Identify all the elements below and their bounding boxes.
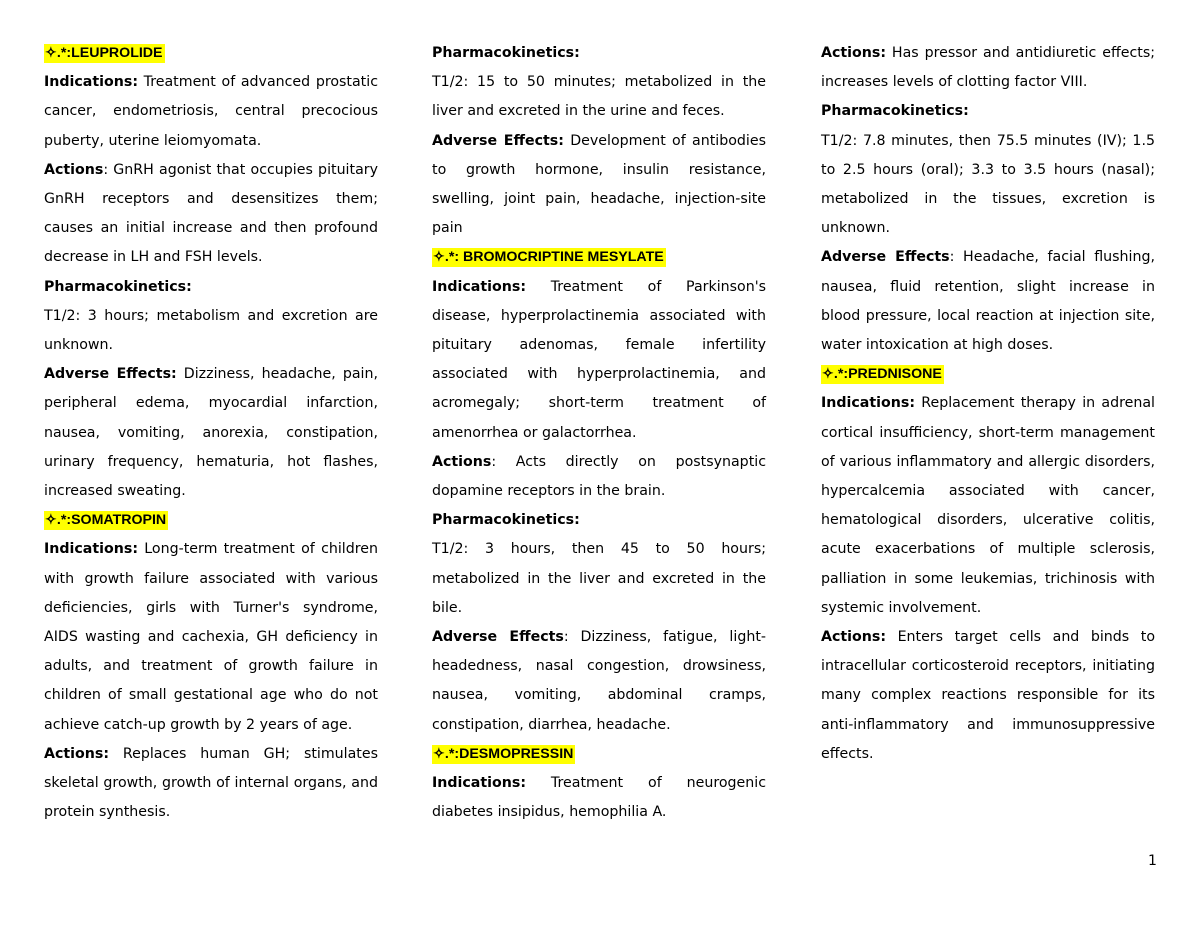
leuprolide-indications — [44, 68, 378, 156]
actions-text: Has pressor and antidiuretic effects; increases levels of clotting factor VIII. — [821, 45, 1155, 91]
indications-text: Long-term treatment of children with growth failure associated with various deficiencies, girls with Turner's syndrome, AIDS wasting and cachexia, GH deficiency in adults, and treatment of growth failure in children of small gestational age who do not achieve catch-up growth by 2 years of age. — [44, 541, 378, 733]
adverse-effects-text: Development of antibodies to growth hormone, insulin resistance, swelling, joint pain, headache, injection-site pain — [432, 132, 766, 237]
pharmacokinetics-label: Pharmacokinetics: — [44, 278, 192, 295]
indications-label: Indications: — [821, 395, 915, 412]
somatropin-adverse-effects — [432, 127, 766, 244]
indications-label: Indications: — [44, 541, 138, 558]
actions-text: Replaces human GH; stimulates skeletal growth, growth of internal organs, and protein synthesis. — [44, 745, 378, 821]
actions-label: Actions: — [821, 629, 887, 646]
somatropin-indications — [44, 535, 378, 739]
somatropin-pharmacokinetics-label — [432, 39, 766, 68]
leuprolide-actions — [44, 156, 378, 273]
indications-text: Treatment of advanced prostatic cancer, endometriosis, central precocious puberty, uterine leiomyomata. — [44, 74, 378, 149]
leuprolide-pharmacokinetics: T1/2: 3 hours; metabolism and excretion are unknown. — [44, 307, 378, 354]
bromocriptine-adverse-effects — [432, 623, 766, 740]
adverse-effects-text: Dizziness, headache, pain, peripheral edema, myocardial infarction, nausea, vomiting, anorexia, constipation, urinary frequency, hematuria, hot flashes, increased sweating. — [44, 366, 378, 500]
indications-label: Indications: — [432, 775, 526, 792]
indications-label: Indications: — [44, 74, 138, 91]
somatropin-actions — [44, 740, 378, 828]
column-1 — [44, 39, 378, 827]
desmopressin-actions — [821, 39, 1155, 97]
bromocriptine-pharmacokinetics: T1/2: 3 hours, then 45 to 50 hours; metabolized in the liver and excreted in the bile. — [432, 541, 766, 616]
leuprolide-adverse-effects — [44, 360, 378, 506]
pharmacokinetics-label: Pharmacokinetics: — [821, 103, 969, 120]
drug-heading-somatropin: ✧.*:SOMATROPIN — [45, 512, 167, 529]
drug-heading-leuprolide: ✧.*:LEUPROLIDE — [45, 45, 163, 61]
adverse-effects-label: Adverse Effects — [821, 249, 950, 266]
actions-label: Actions: — [821, 45, 887, 61]
pharmacokinetics-label: Pharmacokinetics: — [432, 45, 580, 61]
indications-text: Treatment of neurogenic diabetes insipidus, hemophilia A. — [432, 775, 766, 821]
actions-label: Actions — [432, 453, 492, 470]
adverse-effects-text: : Dizziness, fatigue, light-headedness, nasal congestion, drowsiness, nausea, vomiting, abdominal cramps, constipation, diarrhea, headache. — [432, 629, 766, 733]
adverse-effects-label: Adverse Effects — [432, 629, 564, 646]
desmopressin-indications — [432, 769, 766, 827]
prednisone-indications — [821, 389, 1155, 623]
drug-heading-prednisone: ✧.*:PREDNISONE — [822, 366, 942, 383]
bromocriptine-actions — [432, 448, 766, 506]
actions-label: Actions: — [44, 745, 110, 762]
leuprolide-pharmacokinetics-label — [44, 273, 378, 302]
indications-text: Treatment of Parkinson's disease, hyperprolactinemia associated with pituitary adenomas, female infertility associated with hyperprolactinemia, and acromegaly; short-term treatment of amenorrhea or galactorrhea. — [432, 278, 766, 441]
adverse-effects-label: Adverse Effects: — [44, 366, 177, 383]
desmopressin-adverse-effects — [821, 243, 1155, 360]
drug-heading-desmopressin: ✧.*:DESMOPRESSIN — [433, 745, 574, 762]
indications-text: Replacement therapy in adrenal cortical insufficiency, short-term management of various inflammatory and allergic disorders, hypercalcemia associated with cancer, hematological disorders, ulcerative colitis, acute exacerbations of multiple sclerosis, palliation in some leukemias, trichinosis with systemic involvement. — [821, 395, 1155, 616]
desmopressin-pharmacokinetics-label — [821, 97, 1155, 126]
prednisone-actions — [821, 623, 1155, 769]
bromocriptine-indications — [432, 273, 766, 448]
desmopressin-pharmacokinetics: T1/2: 7.8 minutes, then 75.5 minutes (IV); 1.5 to 2.5 hours (oral); 3.3 to 3.5 hours (nasal); metabolized in the tissues, excretion is unknown. — [821, 132, 1155, 237]
page-number: 1 — [1148, 853, 1157, 869]
actions-text: : Acts directly on postsynaptic dopamine receptors in the brain. — [432, 453, 766, 500]
indications-label: Indications: — [432, 278, 526, 295]
actions-text: Enters target cells and binds to intracellular corticosteroid receptors, initiating many complex reactions responsible for its anti-inflammatory and immunosuppressive effects. — [821, 629, 1155, 762]
actions-label: Actions — [44, 161, 104, 178]
adverse-effects-label: Adverse Effects: — [432, 132, 564, 149]
drug-heading-bromocriptine: ✧.*: BROMOCRIPTINE MESYLATE — [433, 249, 664, 266]
adverse-effects-text: : Headache, facial flushing, nausea, fluid retention, slight increase in blood pressure, local reaction at injection site, water intoxication at high doses. — [821, 249, 1156, 354]
somatropin-pharmacokinetics: T1/2: 15 to 50 minutes; metabolized in the liver and excreted in the urine and feces. — [432, 74, 766, 120]
column-2 — [432, 39, 766, 827]
actions-text: : GnRH agonist that occupies pituitary GnRH receptors and desensitizes them; causes an initial increase and then profound decrease in LH and FSH levels. — [44, 161, 378, 266]
pharmacokinetics-label: Pharmacokinetics: — [432, 512, 580, 529]
column-3 — [821, 39, 1155, 769]
bromocriptine-pharmacokinetics-label — [432, 506, 766, 535]
